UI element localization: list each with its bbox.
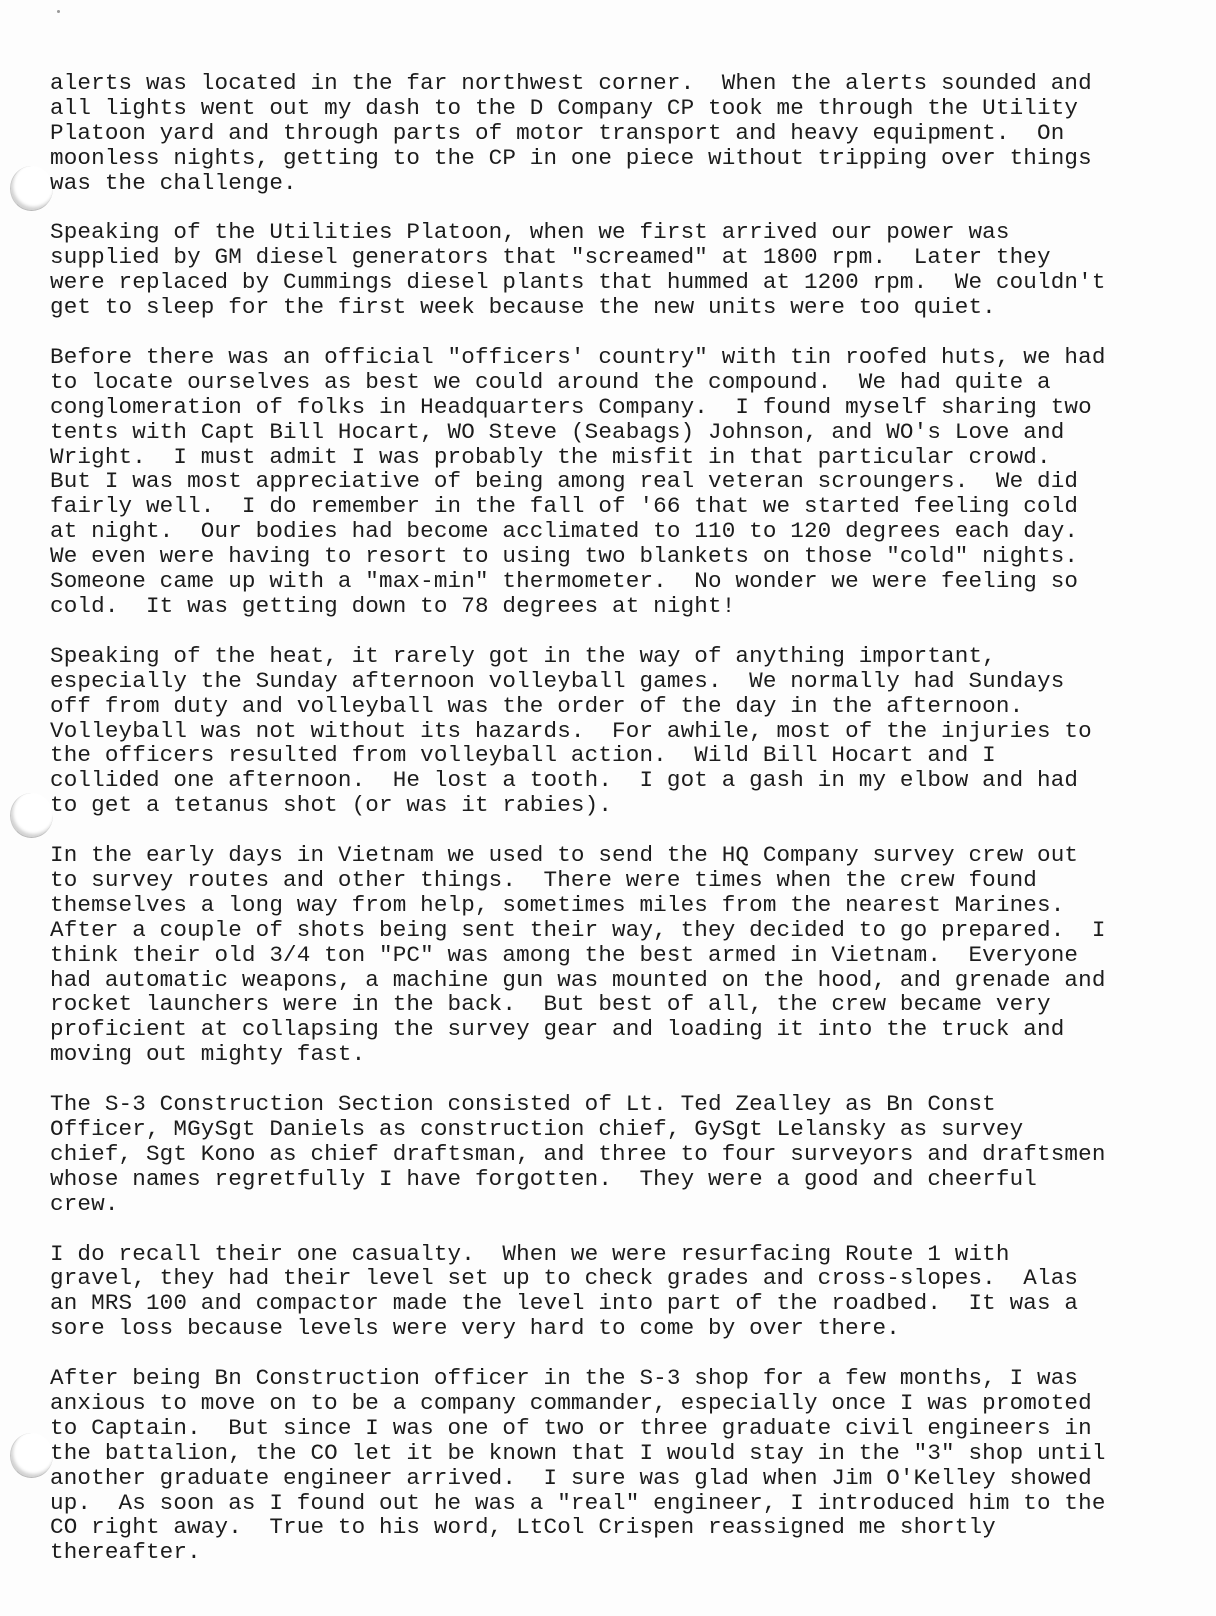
text-line: collided one afternoon. He lost a tooth. I got a gash in my elbow and had — [50, 767, 1079, 794]
text-line: CO right away. True to his word, LtCol Crispen reassigned me shortly — [50, 1514, 996, 1541]
paragraph-company-commander — [50, 1366, 1210, 1565]
paragraph-construction-section — [50, 1092, 1210, 1217]
text-line: themselves a long way from help, sometimes miles from the nearest Marines. — [50, 891, 1065, 918]
text-line: crew. — [50, 1190, 119, 1217]
text-line: another graduate engineer arrived. I sure was glad when Jim O'Kelley showed — [50, 1464, 1092, 1491]
text-line: cold. It was getting down to 78 degrees at night! — [50, 593, 736, 619]
text-line: Officer, MGySgt Daniels as construction chief, GySgt Lelansky as survey — [50, 1115, 1024, 1142]
text-line: an MRS 100 and compactor made the level into part of the roadbed. It was a — [50, 1290, 1079, 1317]
binder-hole-middle — [10, 793, 53, 838]
text-line: sore loss because levels were very hard to come by over there. — [50, 1315, 900, 1342]
text-line: to Captain. But since I was one of two or three graduate civil engineers in — [50, 1414, 1092, 1441]
text-line: After a couple of shots being sent their way, they decided to go prepared. I — [50, 916, 1106, 943]
text-line: Volleyball was not without its hazards. For awhile, most of the injuries to — [50, 717, 1092, 744]
paragraph-casualty — [50, 1242, 1210, 1342]
text-line: Someone came up with a "max-min" thermometer. No wonder we were feeling so — [50, 568, 1079, 595]
text-line: The S-3 Construction Section consisted of Lt. Ted Zealley as Bn Const — [50, 1091, 996, 1118]
text-line: proficient at collapsing the survey gear and loading it into the truck and — [50, 1016, 1065, 1043]
text-line: Platoon yard and through parts of motor transport and heavy equipment. On — [50, 119, 1065, 146]
text-line: I do recall their one casualty. When we were resurfacing Route 1 with — [50, 1240, 1010, 1267]
text-line: rocket launchers were in the back. But best of all, the crew became very — [50, 991, 1051, 1018]
paper-speck — [57, 10, 60, 13]
text-line: up. As soon as I found out he was a "real" engineer, I introduced him to the — [50, 1489, 1106, 1516]
paragraph-survey-crew — [50, 843, 1210, 1067]
paragraph-utilities-platoon — [50, 220, 1210, 320]
text-line: moonless nights, getting to the CP in one piece without tripping over things — [50, 144, 1092, 171]
text-line: chief, Sgt Kono as chief draftsman, and three to four surveyors and draftsmen — [50, 1140, 1106, 1167]
text-line: to locate ourselves as best we could around the compound. We had quite a — [50, 368, 1051, 395]
text-line: In the early days in Vietnam we used to send the HQ Company survey crew out — [50, 842, 1079, 869]
text-line: was the challenge. — [50, 169, 297, 196]
binder-hole-top — [10, 166, 53, 211]
text-line: conglomeration of folks in Headquarters Company. I found myself sharing two — [50, 393, 1092, 420]
text-line: think their old 3/4 ton "PC" was among the best armed in Vietnam. Everyone — [50, 941, 1079, 968]
text-line: We even were having to resort to using two blankets on those "cold" nights. — [50, 543, 1079, 570]
text-line: anxious to move on to be a company commander, especially once I was promoted — [50, 1389, 1092, 1416]
text-line: gravel, they had their level set up to check grades and cross-slopes. Alas — [50, 1265, 1079, 1292]
text-line: the battalion, the CO let it be known that I would stay in the "3" shop until — [50, 1439, 1106, 1466]
text-line: at night. Our bodies had become acclimated to 110 to 120 degrees each day. — [50, 518, 1079, 545]
text-line: Wright. I must admit I was probably the misfit in that particular crowd. — [50, 443, 1051, 470]
text-line: all lights went out my dash to the D Company CP took me through the Utility — [50, 94, 1079, 121]
text-line: get to sleep for the first week because the new units were too quiet. — [50, 294, 996, 321]
text-line: supplied by GM diesel generators that "screamed" at 1800 rpm. Later they — [50, 244, 1051, 271]
text-line: tents with Capt Bill Hocart, WO Steve (Seabags) Johnson, and WO's Love and — [50, 418, 1065, 445]
paragraph-alerts — [50, 71, 1210, 196]
text-line: whose names regretfully I have forgotten. They were a good and cheerful — [50, 1165, 1038, 1192]
text-line: Speaking of the Utilities Platoon, when we first arrived our power was — [50, 219, 1010, 246]
paragraph-officers-country — [50, 345, 1210, 619]
text-line: were replaced by Cummings diesel plants that hummed at 1200 rpm. We couldn't — [50, 269, 1106, 296]
binder-hole-bottom — [10, 1433, 53, 1478]
text-line: the officers resulted from volleyball action. Wild Bill Hocart and I — [50, 742, 996, 769]
text-line: to survey routes and other things. There were times when the crew found — [50, 866, 1038, 893]
text-line: Before there was an official "officers' country" with tin roofed huts, we had — [50, 343, 1106, 370]
text-line: had automatic weapons, a machine gun was mounted on the hood, and grenade and — [50, 966, 1106, 993]
text-line: moving out mighty fast. — [50, 1041, 366, 1068]
text-line: alerts was located in the far northwest corner. When the alerts sounded and — [50, 70, 1092, 96]
text-line: But I was most appreciative of being among real veteran scroungers. We did — [50, 468, 1079, 495]
text-line: After being Bn Construction officer in the S-3 shop for a few months, I was — [50, 1365, 1079, 1392]
text-line: Speaking of the heat, it rarely got in the way of anything important, — [50, 642, 996, 669]
text-line: thereafter. — [50, 1539, 201, 1566]
document-body — [50, 71, 1210, 1590]
text-line: especially the Sunday afternoon volleyball games. We normally had Sundays — [50, 667, 1065, 694]
paragraph-volleyball — [50, 644, 1210, 818]
text-line: off from duty and volleyball was the order of the day in the afternoon. — [50, 692, 1024, 719]
text-line: fairly well. I do remember in the fall of '66 that we started feeling cold — [50, 493, 1079, 520]
text-line: to get a tetanus shot (or was it rabies). — [50, 792, 613, 819]
